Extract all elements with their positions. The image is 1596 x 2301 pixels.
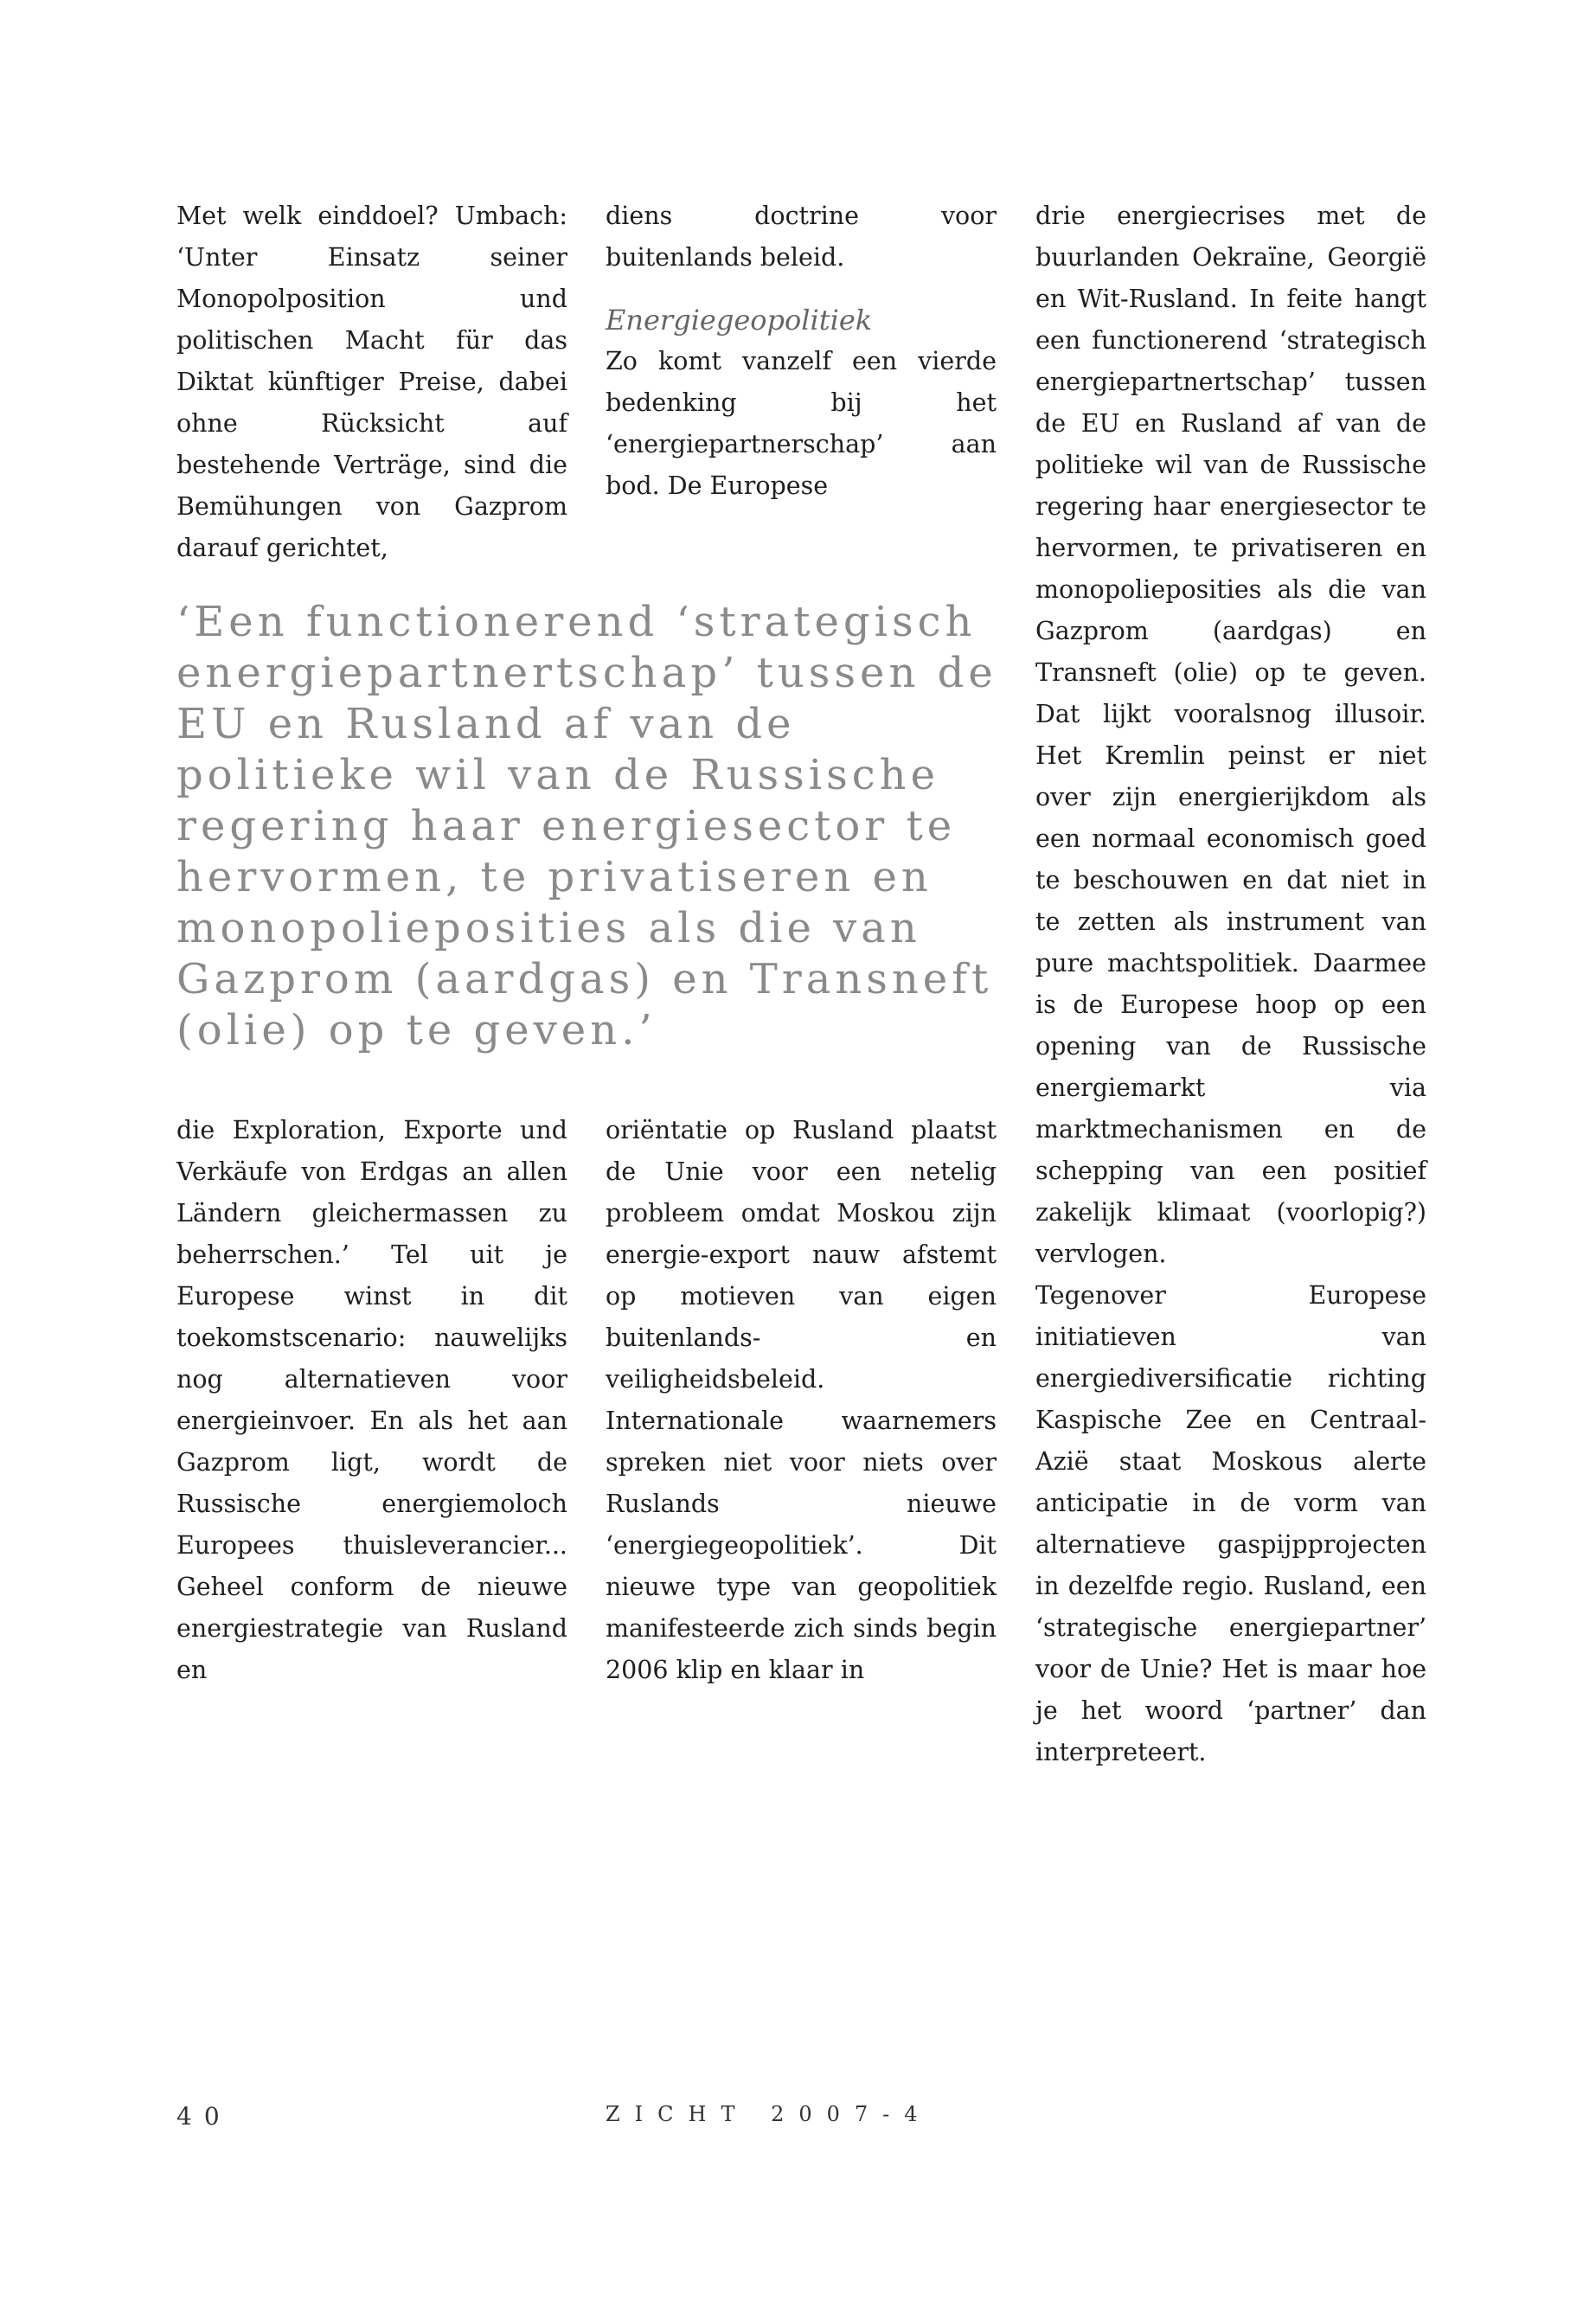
pull-quote: ‘Een functionerend ‘strategisch energiepartnertschap’ tussen de EU en Rusland af van de politieke wil van de Russische regering haar energiesector te hervormen, te privatiseren en monopolieposities als die van Gazprom (aardgas) en Transneft (olie) op te geven.’: [176, 598, 997, 1054]
body-paragraph: Met welk einddoel? Umbach: ‘Unter Einsatz seiner Monopolposition und politischen Macht für das Diktat künftiger Preise, dabei ohne Rücksicht auf bestehende Verträge, sind die Bemühungen von Gazprom darauf gerichtet,: [176, 202, 567, 562]
body-paragraph: Tegenover Europese initiatieven van energiediversificatie richting Kaspische Zee en Centraal-Azië staat Moskous alerte anticipatie in de vorm van alternatieve gaspijpprojecten in dezelfde regio. Rusland, een ‘strategische energiepartner’ voor de Unie? Het is maar hoe je het woord ‘partner’ dan interpreteert.: [1035, 1281, 1426, 1766]
column-left-bottom: [176, 1110, 567, 1691]
column-right: [1035, 195, 1426, 1773]
section-subheading: Energiegeopolitiek: [606, 304, 873, 336]
column-middle-bottom: [606, 1110, 997, 1691]
page-number: 40: [176, 2102, 232, 2131]
body-paragraph: die Exploration, Exporte und Verkäufe von Erdgas an allen Ländern gleichermassen zu beherrschen.’ Tel uit je Europese winst in dit toekomstscenario: nauwelijks nog alternatieven voor energieinvoer. En als het aan Gazprom ligt, wordt de Russische energiemoloch Europees thuisleverancier... Geheel conform de nieuwe energiestrategie van Rusland en: [176, 1116, 567, 1684]
running-footer-title: ZICHT 2007-4: [606, 2102, 933, 2126]
body-paragraph: oriëntatie op Rusland plaatst de Unie voor een netelig probleem omdat Moskou zijn energie-export nauw afstemt op motieven van eigen buitenlands- en veiligheidsbeleid. Internationale waarnemers spreken niet voor niets over Ruslands nieuwe ‘energiegeopolitiek’. Dit nieuwe type van geopolitiek manifesteerde zich sinds begin 2006 klip en klaar in: [606, 1116, 997, 1684]
column-left-top: [176, 195, 567, 569]
body-paragraph: diens doctrine voor buitenlands beleid.: [606, 202, 997, 272]
column-middle-top: [606, 195, 997, 507]
body-paragraph: Zo komt vanzelf een vierde bedenking bij het ‘energiepartnerschap’ aan bod. De Europese: [606, 347, 997, 500]
body-paragraph: drie energiecrises met de buurlanden Oekraïne, Georgië en Wit-Rusland. In feite hangt een functionerend ‘strategisch energiepartnertschap’ tussen de EU en Rusland af van de politieke wil van de Russische regering haar energiesector te hervormen, te privatiseren en monopolieposities als die van Gazprom (aardgas) en Transneft (olie) op te geven. Dat lijkt vooralsnog illusoir. Het Kremlin peinst er niet over zijn energierijkdom als een normaal economisch goed te beschouwen en dat niet in te zetten als instrument van pure machtspolitiek. Daarmee is de Europese hoop op een opening van de Russische energiemarkt via marktmechanismen en de schepping van een positief zakelijk klimaat (voorlopig?) vervlogen.: [1035, 202, 1426, 1268]
